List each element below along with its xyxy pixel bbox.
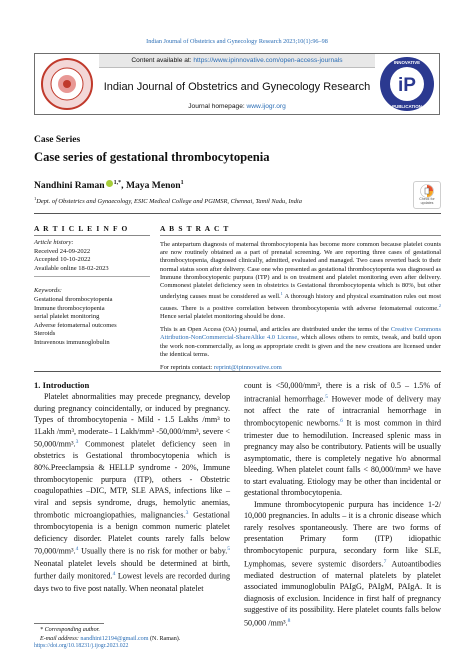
body-text: Platelet abnormalities may precede pregnancy, develop during pregnancy coincidentally, or induced by pregnancy. Types of thrombocytopenia - Mild - 1.5 Lakhs /mm³ to 1Lakh /mm³, moderate– 1 Lakh/mm³ -50,000/mm³, severe < 50,000/mm³. <box>34 392 230 449</box>
body-text: Gestational thrombocytopenia is a benign common numeric platelet deficiency disorder. Platelet counts rarely falls below 70,000/mm³. <box>34 510 230 557</box>
affiliation-text: Dept. of Obstetrics and Gynaecology, ESIC Medical College and PGIMSR, Chennai, Tamil Nadu, India <box>36 198 302 206</box>
citation[interactable]: 1 <box>280 291 283 297</box>
running-head: Indian Journal of Obstetrics and Gynecology Research 2023;10(1):96–98 <box>146 38 328 45</box>
citation[interactable]: 5 <box>227 546 230 553</box>
available-date: Available online 18-02-2023 <box>34 264 109 272</box>
svg-text:iP: iP <box>398 75 416 96</box>
citation[interactable]: 4 <box>112 571 116 578</box>
footnote-divider <box>34 623 104 624</box>
email-label: E-mail address: <box>40 636 81 642</box>
crossmark-label: Check for updates <box>419 197 435 205</box>
body-text: Neonatal platelet levels should be determined at birth, further daily monitored. <box>34 558 230 581</box>
keyword: Steroids <box>34 330 56 338</box>
citation[interactable]: 4 <box>75 546 79 553</box>
abstract-text: Hence serial platelet monitoring should be done. <box>160 312 285 320</box>
abstract-paragraph <box>160 241 441 321</box>
body-text: Immune thrombocytopenic purpura has incidence 1-2/ 10,000 pregnancies. In adults – it is a chronic disease which rarely resolves spontaneously. There are two forms of presentation Primary form (ITP) idiopathic thrombocytopenic purpura, secondary form like SLE, Lymphomas, severe systemic disorders. <box>244 499 441 569</box>
reprints-email-link[interactable]: reprint@ipinnovative.com <box>213 363 282 371</box>
abstract-text: The antepartum diagnosis of maternal thrombocytopenia has become more common because platelet counts are now routinely obtained as a part of prenatal screening. We are reporting three cases of gestational thrombocytopenia, diagnosed clinically, admitted, evaluated and managed. Two cases reverted back to their normal status soon after delivery. Case one who presented as gestational thrombocytopenia was diagnosed as Immune thrombocytopenic purpura (ITP) and is on treatment and platelet monitoring even after delivery. Commonest platelet deficiency seen in obstetrics is Gestational thrombocytopenia which is 80%, but other underlying causes must be considered as well. <box>160 241 441 301</box>
body-text: Usually there is no risk for mother or baby. <box>78 547 228 557</box>
citation[interactable]: 7 <box>383 558 387 565</box>
journal-banner <box>34 53 440 115</box>
author-line <box>34 180 184 191</box>
article-type: Case Series <box>34 135 81 145</box>
history-label: Article history: <box>34 239 74 246</box>
author-marks: 1 <box>180 180 184 186</box>
keyword: serial platelet monitoring <box>34 313 100 321</box>
body-column-right <box>244 380 441 629</box>
accepted-date: Accepted 10-10-2022 <box>34 256 91 264</box>
email-note <box>40 636 180 642</box>
body-text: However mode of delivery may not affect the rate of intracranial hemorrhage in thrombocytopenic newborns. <box>244 394 441 429</box>
email-suffix: (N. Raman). <box>148 636 181 642</box>
corresponding-author-note: * Corresponding author. <box>40 627 100 633</box>
author-name: Maya Menon <box>125 180 181 192</box>
publisher-logo <box>375 54 439 114</box>
page-footer <box>34 643 441 650</box>
keyword: Adverse fetomaternal outcomes <box>34 321 117 329</box>
keyword: Immune thrombocytopenia <box>34 304 105 312</box>
citation[interactable]: 3 <box>185 510 189 517</box>
citation[interactable]: 8 <box>287 618 291 624</box>
body-paragraph <box>244 499 441 629</box>
svg-text:INNOVATIVE: INNOVATIVE <box>393 60 421 65</box>
author-email-link[interactable]: nandhini12194@gmail.com <box>80 636 149 642</box>
available-label: Content available at: <box>131 57 192 64</box>
author-name: Nandhini Raman <box>34 180 105 192</box>
license-text: This is an Open Access (OA) journal, and articles are distributed under the terms of the <box>160 326 391 334</box>
journal-name: Indian Journal of Obstetrics and Gynecology Research <box>103 81 371 93</box>
body-paragraph <box>244 380 441 499</box>
banner-center <box>99 54 375 114</box>
keyword: Intravenous immunoglobulin <box>34 338 110 346</box>
body-text: Lowest levels are recorded during days two to five post natally. When neonatal platelet <box>34 571 230 593</box>
keyword: Gestational thrombocytopenia <box>34 295 113 303</box>
affiliation-mark: 1 <box>34 196 37 201</box>
homepage-line <box>99 103 375 110</box>
reprints-label: For reprints contact: <box>160 363 214 371</box>
author-marks: 1,* <box>113 180 122 186</box>
crossmark-badge[interactable] <box>413 181 441 209</box>
body-column-left <box>34 391 230 594</box>
body-paragraph <box>34 391 230 594</box>
crossmark-icon <box>420 184 434 198</box>
citation[interactable]: 5 <box>325 393 328 400</box>
divider <box>34 213 441 214</box>
doi-link[interactable]: https://doi.org/10.18231/j.ijogr.2023.022 <box>34 643 129 649</box>
abstract-body <box>160 241 441 372</box>
homepage-link[interactable]: www.ijogr.org <box>246 103 286 110</box>
content-available-line <box>99 54 375 68</box>
divider <box>160 235 441 236</box>
orcid-icon[interactable] <box>106 180 113 187</box>
divider <box>34 235 150 236</box>
body-text: It is most common in third trimester due to hemodilution. Increased splenic mass in pregnancy may also be contributory. Patients will be usually asymptomatic, there is completely negative h/o abnormal bleeding. When platelet count falls < 80,000/mm³ we have to start evaluating. Etiology may be other than incidental or gestational thrombocytopenia. <box>244 419 441 498</box>
article-title: Case series of gestational thrombocytopenia <box>34 150 270 164</box>
article-info-heading: A R T I C L E I N F O <box>34 224 129 233</box>
available-link[interactable]: https://www.ipinnovative.com/open-access-journals <box>193 57 343 64</box>
abstract-text: A thorough history and physical examination rules out most causes. There is a positive correlation between thrombocytopenia with adverse fetomaternal outcome. <box>160 293 441 312</box>
divider <box>34 371 441 372</box>
author-separator: , <box>121 180 126 192</box>
affiliation <box>34 196 302 205</box>
article-info <box>34 239 150 348</box>
license-link[interactable]: Creative Commons Attribution-NonCommercial-ShareAlike 4.0 License <box>160 326 442 342</box>
society-seal-logo <box>35 54 99 114</box>
divider <box>34 276 150 277</box>
received-date: Received 24-09-2022 <box>34 247 91 255</box>
svg-text:PUBLICATION: PUBLICATION <box>392 104 422 109</box>
body-text: count is <50,000/mm³, there is a risk of 0.5 – 1.5% of intracranial hemorrhage. <box>244 381 441 404</box>
body-text: Commonest platelet deficiency seen in obstetrics is Gestational thrombocytopenia which is 80%.Preeclampsia & HELLP syndrome - 20%, Immune thrombocytopenic purpura (ITP), others - Obstetric coagulopathies –DIC, MTP, SLE APAS, infections like – viral and sepsis syndrome, drugs, hemolytic anemias, thrombotic microangiopathies, malignancies. <box>34 439 230 520</box>
keywords-label: Keywords: <box>34 287 62 295</box>
citation[interactable]: 6 <box>340 418 343 425</box>
abstract-heading: A B S T R A C T <box>160 224 230 233</box>
homepage-label: Journal homepage: <box>188 103 245 110</box>
section-heading: 1. Introduction <box>34 380 90 390</box>
license-paragraph <box>160 326 441 359</box>
citation[interactable]: 3 <box>75 439 79 446</box>
citation[interactable]: 2 <box>438 302 441 308</box>
license-text: , which allows others to remix, tweak, and build upon the work non-commercially, as long as appropriate credit is given and the new creations are licensed under the identical terms. <box>160 334 442 358</box>
body-text: Autoantibodies mediated destruction of maternal platelets by platelet associated immunoglobulin PAIgG, PAIgM, PAIgA. It is diagnosis of exclusion. Incidence in first half of pregnancy suggestive of its possibility. Here platelet counts falls below 50,000 /mm³. <box>244 559 441 628</box>
